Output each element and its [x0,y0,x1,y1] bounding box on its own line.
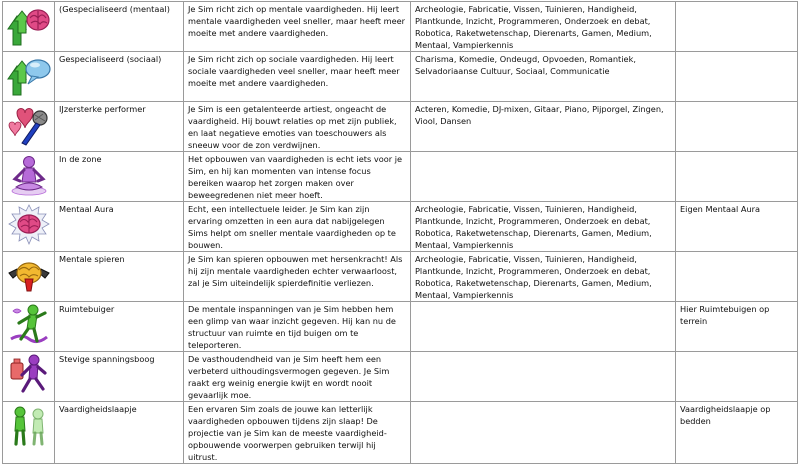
trait-extra: Vaardigheidslaapje op bedden [676,402,798,464]
trait-description: Het opbouwen van vaardigheden is echt iets voor je Sim, en hij kan momenten van intense focus bereiken waarop het zorgen maken over beweegredenen niet meer hoeft. [184,152,411,202]
trait-name: Gespecialiseerd (sociaal) [55,52,184,102]
trait-description: Een ervaren Sim zoals de jouwe kan letterlijk vaardigheden opbouwen tijdens zijn slaap! De projectie van je Sim kan de meeste vaardigheid-opbouwende voorwerpen gebruiken terwijl hij uitrust. [184,402,411,464]
warping-sim-icon [7,303,51,347]
table-row [3,102,798,152]
table-row [3,202,798,252]
table-row [3,2,798,52]
table-row [3,302,798,352]
table-row [3,402,798,464]
trait-skills [411,302,676,352]
trait-description: Je Sim is een getalenteerde artiest, ongeacht de vaardigheid. Hij bouwt relaties op met zijn publiek, en laat negatieve emoties van toeschouwers als sneeuw voor de zon verdwijnen. [184,102,411,152]
icon-cell [3,302,55,352]
trait-skills [411,352,676,402]
trait-skills [411,402,676,464]
trait-description: Je Sim richt zich op mentale vaardigheden. Hij leert mentale vaardigheden veel sneller, maar heeft meer moeite met andere vaardigheden. [184,2,411,52]
brain-aura-icon [7,203,51,247]
running-sim-icon [7,353,51,397]
trait-skills: Archeologie, Fabricatie, Vissen, Tuinieren, Handigheid, Plantkunde, Inzicht, Programmeren, Onderzoek en debat, Robotica, Raketwetenschap, Dierenarts, Gamen, Medium, Mentaal, Vampierkennis [411,2,676,52]
arrow-brain-icon [7,3,51,47]
trait-extra [676,152,798,202]
flexing-brain-icon [7,253,51,297]
trait-extra: Hier Ruimtebuigen op terrein [676,302,798,352]
heart-microphone-icon [7,103,51,147]
trait-name: Mentale spieren [55,252,184,302]
table-row [3,352,798,402]
icon-cell [3,202,55,252]
trait-extra [676,2,798,52]
trait-extra [676,52,798,102]
trait-name: In de zone [55,152,184,202]
trait-name: (Gespecialiseerd (mentaal) [55,2,184,52]
icon-cell [3,252,55,302]
trait-skills: Acteren, Komedie, DJ-mixen, Gitaar, Piano, Pijporgel, Zingen, Viool, Dansen [411,102,676,152]
trait-extra: Eigen Mentaal Aura [676,202,798,252]
trait-extra [676,252,798,302]
trait-extra [676,352,798,402]
icon-cell [3,152,55,202]
arrow-speech-bubble-icon [7,53,51,97]
trait-skills: Charisma, Komedie, Ondeugd, Opvoeden, Romantiek, Selvadoriaanse Cultuur, Sociaal, Communicatie [411,52,676,102]
icon-cell [3,402,55,464]
two-sims-icon [7,403,51,447]
trait-skills: Archeologie, Fabricatie, Vissen, Tuinieren, Handigheid, Plantkunde, Inzicht, Programmeren, Onderzoek en debat, Robotica, Raketwetenschap, Dierenarts, Gamen, Medium, Mentaal, Vampierkennis [411,252,676,302]
trait-name: Vaardigheidslaapje [55,402,184,464]
table-row [3,52,798,102]
trait-name: IJzersterke performer [55,102,184,152]
trait-skills [411,152,676,202]
trait-name: Mentaal Aura [55,202,184,252]
icon-cell [3,52,55,102]
trait-description: Je Sim kan spieren opbouwen met hersenkracht! Als hij zijn mentale vaardigheden echter verwaarloost, zal je Sim uiteindelijk spierdefinitie verliezen. [184,252,411,302]
trait-skills: Archeologie, Fabricatie, Vissen, Tuinieren, Handigheid, Plantkunde, Inzicht, Programmeren, Onderzoek en debat, Robotica, Raketwetenschap, Dierenarts, Gamen, Medium, Mentaal, Vampierkennis [411,202,676,252]
traits-table [2,1,798,464]
table-row [3,252,798,302]
trait-name: Ruimtebuiger [55,302,184,352]
icon-cell [3,352,55,402]
trait-description: Je Sim richt zich op sociale vaardigheden. Hij leert sociale vaardigheden veel sneller, maar heeft meer moeite met andere vaardigheden. [184,52,411,102]
icon-cell [3,2,55,52]
trait-description: De mentale inspanningen van je Sim hebben hem een glimp van waar inzicht gegeven. Hij kan nu de structuur van ruimte en tijd buigen om te teleporteren. [184,302,411,352]
trait-extra [676,102,798,152]
trait-description: De vasthoudendheid van je Sim heeft hem een verbeterd uithoudingsvermogen gegeven. Je Sim raakt erg weinig energie kwijt en wordt nooit gevaarlijk moe. [184,352,411,402]
trait-name: Stevige spanningsboog [55,352,184,402]
icon-cell [3,102,55,152]
trait-description: Echt, een intellectuele leider. Je Sim kan zijn ervaring omzetten in een aura dat nabijgelegen Sims helpt om sneller mentale vaardigheden op te bouwen. [184,202,411,252]
table-row [3,152,798,202]
meditating-sim-icon [7,153,51,197]
